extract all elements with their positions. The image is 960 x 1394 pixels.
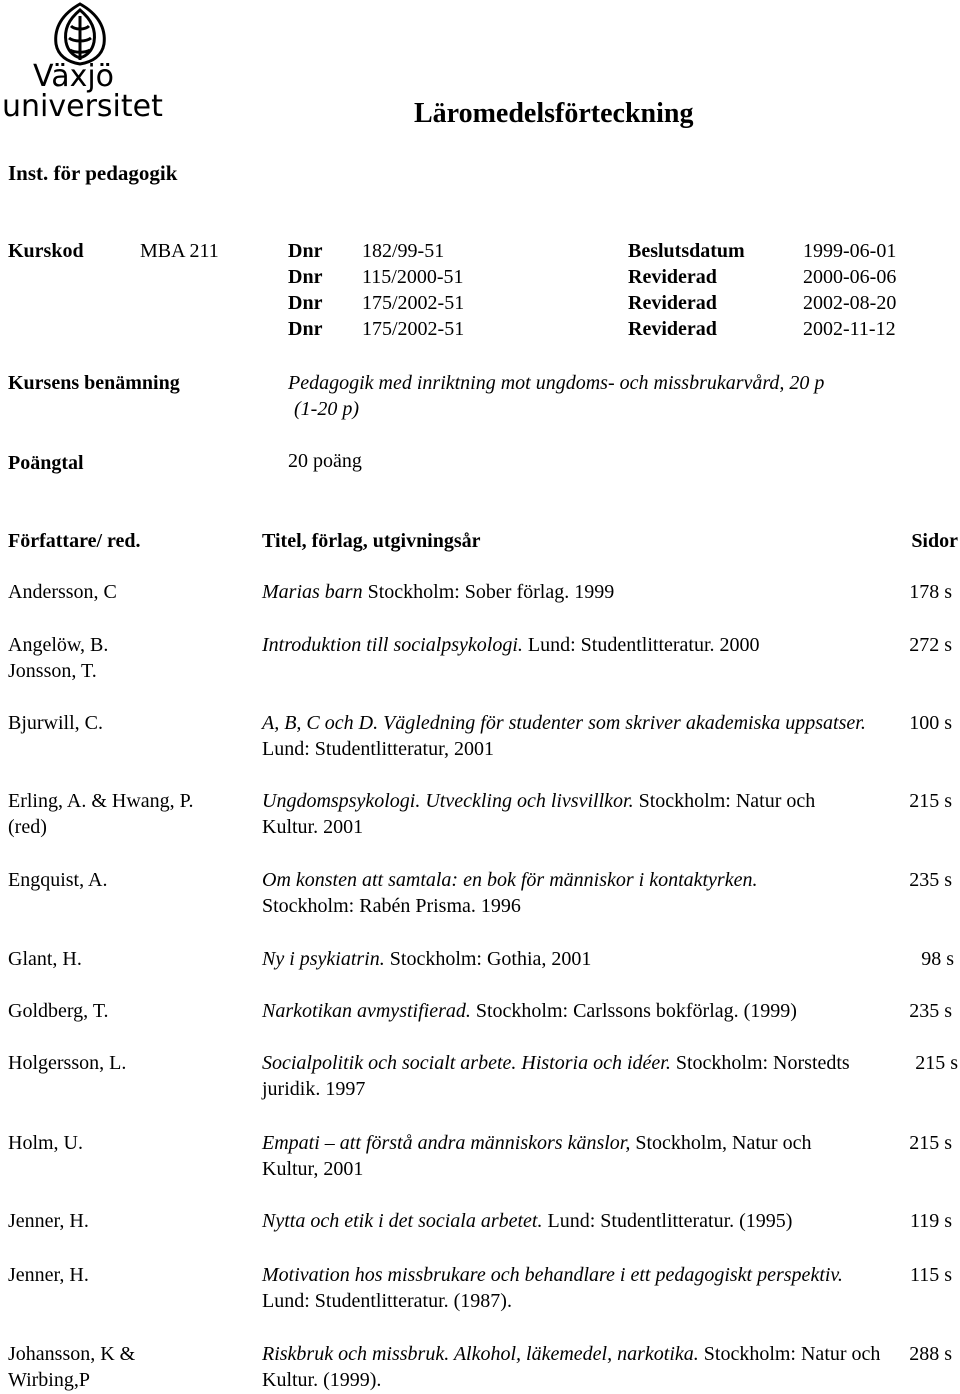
author-line1: Holm, U.: [8, 1132, 83, 1154]
dnr-value-4: 175/2002-51: [362, 318, 465, 340]
page-count: 119 s: [909, 1210, 952, 1232]
title-publisher: Stockholm: Rabén Prisma. 1996: [262, 895, 521, 917]
author-line2: Jonsson, T.: [8, 660, 97, 682]
page-count: 235 s: [909, 869, 952, 891]
points-value: 20 poäng: [288, 450, 362, 472]
dnr-label-2: Dnr: [288, 266, 323, 288]
title-publisher: Lund: Studentlitteratur. (1987).: [262, 1290, 512, 1312]
status-date-3: 2002-08-20: [803, 292, 897, 314]
title-italic: Socialpolitik och socialt arbete. Historia och idéer.: [262, 1052, 671, 1074]
title-publisher: Stockholm: Natur och Kultur. (1999).: [262, 1343, 881, 1391]
title-italic: Introduktion till socialpsykologi.: [262, 634, 523, 656]
course-code-label: Kurskod: [8, 240, 84, 262]
page-count: 115 s: [909, 1264, 952, 1286]
author-line2: Wirbing,P: [8, 1369, 90, 1391]
status-date-1: 1999-06-01: [803, 240, 897, 262]
title-publisher: Stockholm: Gothia, 2001: [384, 948, 592, 970]
header-title: Titel, förlag, utgivningsår: [262, 530, 481, 552]
author-line1: Angelöw, B.: [8, 634, 109, 656]
status-label-1: Beslutsdatum: [628, 240, 745, 262]
title-publisher: Lund: Studentlitteratur. (1995): [542, 1210, 793, 1232]
header-author: Författare/ red.: [8, 530, 141, 552]
title-publisher: Lund: Studentlitteratur. 2000: [522, 634, 760, 656]
page-count: 288 s: [909, 1343, 952, 1365]
header-pages: Sidor: [911, 530, 958, 552]
status-date-4: 2002-11-12: [803, 318, 896, 340]
title-publisher: Stockholm: Natur och Kultur. 2001: [262, 790, 816, 838]
title-italic: Motivation hos missbrukare och behandlare i ett pedagogiskt perspektiv.: [262, 1264, 843, 1286]
author-line1: Engquist, A.: [8, 869, 108, 891]
title-italic: A, B, C och D. Vägledning för studenter som skriver akademiska uppsatser.: [262, 712, 866, 734]
course-name-line1: Pedagogik med inriktning mot ungdoms- och missbrukarvård, 20 p: [288, 372, 825, 394]
course-name-line2: (1-20 p): [294, 398, 359, 420]
vaxjo-emblem-icon: [0, 0, 160, 68]
page-count: 98 s: [921, 948, 954, 970]
dnr-value-3: 175/2002-51: [362, 292, 465, 314]
author-line1: Holgersson, L.: [8, 1052, 127, 1074]
page-count: 178 s: [909, 581, 952, 603]
author-line1: Jenner, H.: [8, 1210, 89, 1232]
title-publisher: Stockholm: Sober förlag. 1999: [362, 581, 615, 603]
logo-line1: Växjö: [33, 59, 115, 94]
status-date-2: 2000-06-06: [803, 266, 897, 288]
dnr-label-4: Dnr: [288, 318, 323, 340]
dnr-label-1: Dnr: [288, 240, 323, 262]
title-publisher: Stockholm, Natur och Kultur, 2001: [262, 1132, 812, 1180]
title-italic: Ny i psykiatrin.: [262, 948, 385, 970]
author-line1: Johansson, K &: [8, 1343, 136, 1365]
page-count: 100 s: [909, 712, 952, 734]
title-publisher: Stockholm: Norstedts juridik. 1997: [262, 1052, 850, 1100]
page-count: 235 s: [909, 1000, 952, 1022]
author-line1: Jenner, H.: [8, 1264, 89, 1286]
course-code: MBA 211: [140, 240, 219, 262]
course-name-label: Kursens benämning: [8, 372, 180, 394]
logo-line2: universitet: [2, 89, 163, 124]
title-publisher: Lund: Studentlitteratur, 2001: [262, 738, 494, 760]
status-label-2: Reviderad: [628, 266, 717, 288]
title-italic: Ungdomspsykologi. Utveckling och livsvillkor.: [262, 790, 634, 812]
document-title: Läromedelsförteckning: [414, 98, 694, 129]
page-count: 215 s: [909, 790, 952, 812]
author-line1: Glant, H.: [8, 948, 82, 970]
title-italic: Narkotikan avmystifierad.: [262, 1000, 471, 1022]
dnr-value-2: 115/2000-51: [362, 266, 464, 288]
status-label-3: Reviderad: [628, 292, 717, 314]
title-italic: Marias barn: [262, 581, 363, 603]
department: Inst. för pedagogik: [8, 161, 178, 185]
title-italic: Om konsten att samtala: en bok för människor i kontaktyrken.: [262, 869, 758, 891]
page-count: 215 s: [909, 1132, 952, 1154]
author-line1: Bjurwill, C.: [8, 712, 104, 734]
title-publisher: Stockholm: Carlssons bokförlag. (1999): [470, 1000, 797, 1022]
page-count: 272 s: [909, 634, 952, 656]
title-italic: Nytta och etik i det sociala arbetet.: [262, 1210, 543, 1232]
author-line1: Andersson, C: [8, 581, 117, 603]
status-label-4: Reviderad: [628, 318, 717, 340]
dnr-label-3: Dnr: [288, 292, 323, 314]
points-label: Poängtal: [8, 452, 84, 474]
author-line2: (red): [8, 816, 47, 838]
title-italic: Empati – att förstå andra människors känslor,: [262, 1132, 631, 1154]
dnr-value-1: 182/99-51: [362, 240, 445, 262]
author-line1: Goldberg, T.: [8, 1000, 109, 1022]
title-italic: Riskbruk och missbruk. Alkohol, läkemedel, narkotika.: [262, 1343, 699, 1365]
author-line1: Erling, A. & Hwang, P.: [8, 790, 194, 812]
page-count: 215 s: [915, 1052, 958, 1074]
university-logo: [0, 0, 163, 135]
